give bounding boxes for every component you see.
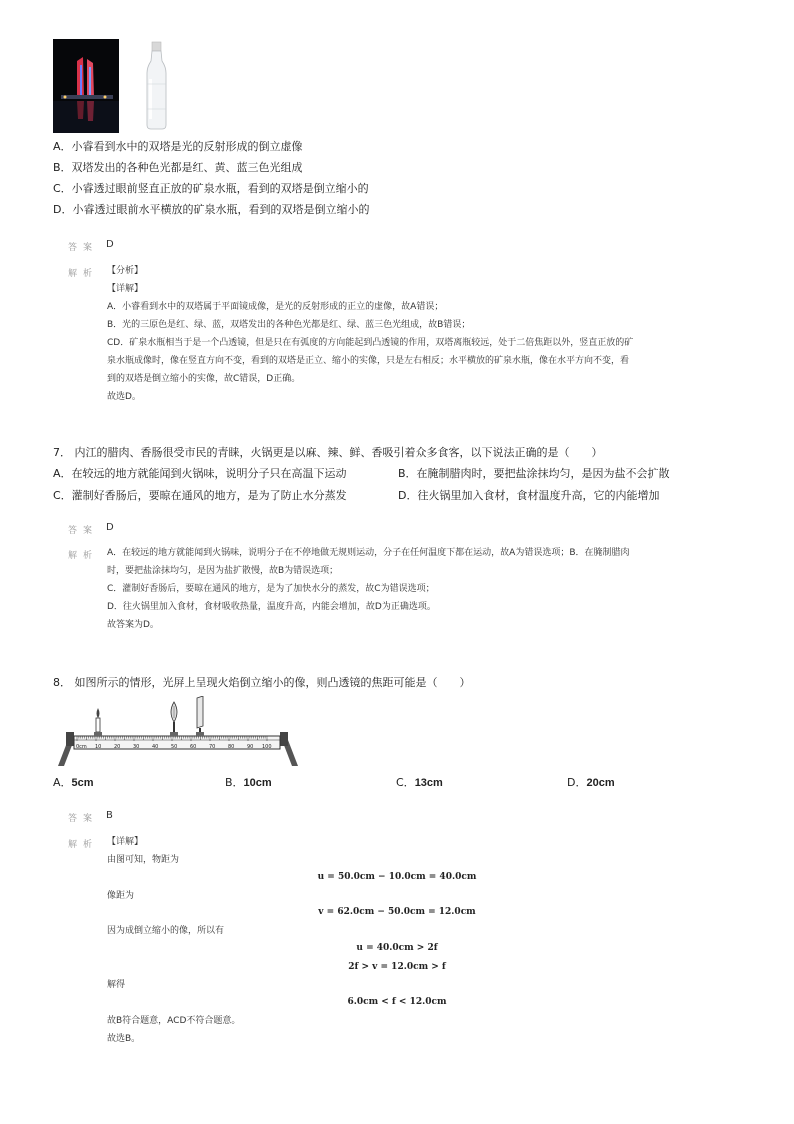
ruler-tick-label: 80: [228, 744, 235, 750]
q8-option-b: [225, 774, 272, 790]
ruler-tick-label: 90: [247, 744, 254, 750]
q8-option-value: 13cm: [414, 777, 443, 789]
q8-option-value: 10cm: [243, 777, 272, 789]
q8-option-letter: A．: [53, 776, 72, 789]
q6-explain-line: 故选D。: [107, 392, 141, 402]
q8-explain-label: 解析: [68, 840, 99, 850]
q7-explain-line: 故答案为D。: [107, 620, 159, 630]
q8-answer-label: 答案: [68, 814, 99, 824]
q8-explain-line: 故B符合题意，ACD不符合题意。: [107, 1016, 241, 1026]
q6-explain-line: B．光的三原色是红、绿、蓝，双塔发出的各种色光都是红、绿、蓝三色光组成，故B错误；: [107, 320, 471, 330]
q8-explain-line: 故选B。: [107, 1034, 141, 1044]
q8-option-letter: C．: [396, 776, 415, 789]
q8-question: 8． 如图所示的情形，光屏上呈现火焰倒立缩小的像，则凸透镜的焦距可能是（ ）: [53, 676, 471, 689]
q8-option-letter: B．: [225, 776, 244, 789]
ruler-tick-label: 10: [95, 744, 102, 750]
ruler-tick-label: 20: [114, 744, 121, 750]
q7-option-d: D．往火锅里加入食材，食材温度升高，它的内能增加: [398, 489, 660, 502]
ruler-tick-label: 0cm: [76, 744, 87, 750]
q7-explain-line: D．往火锅里加入食材，食材吸收热量，温度升高，内能会增加，故D为正确选项。: [107, 602, 436, 612]
q8-explain-line: 像距为: [107, 891, 135, 901]
q8-option-value: 5cm: [71, 777, 94, 789]
q8-option-a: [53, 774, 94, 790]
q8-option-c: [396, 774, 443, 790]
q8-option-letter: D．: [567, 776, 587, 789]
twin-tower-night-photo: [53, 39, 119, 133]
q8-explain-line: 因为成倒立缩小的像，所以有: [107, 926, 225, 936]
ruler-tick-label: 60: [190, 744, 197, 750]
light-screen-icon: [196, 696, 204, 736]
q8-equation: u = 50.0cm − 10.0cm = 40.0cm: [317, 872, 477, 882]
q8-option-value: 20cm: [586, 777, 615, 789]
q7-answer: D: [106, 522, 114, 533]
q6-option-b: B．双塔发出的各种色光都是红、黄、蓝三色光组成: [53, 161, 303, 174]
q7-answer-label: 答案: [68, 526, 99, 536]
q6-explain-label: 解析: [68, 269, 99, 279]
q8-equation: u = 40.0cm > 2f: [356, 943, 438, 953]
q8-equation: 6.0cm < f < 12.0cm: [347, 997, 447, 1007]
q6-option-c: C．小睿透过眼前竖直正放的矿泉水瓶，看到的双塔是倒立缩小的: [53, 182, 369, 195]
mineral-water-bottle-photo: [138, 39, 175, 133]
q8-option-d: [567, 774, 615, 790]
q6-explain-line: 到的双塔是倒立缩小的实像，故C错误，D正确。: [107, 374, 301, 384]
q7-option-c: C．灌制好香肠后，要晾在通风的地方，是为了防止水分蒸发: [53, 489, 347, 502]
q6-explain-line: 【详解】: [107, 284, 144, 294]
q6-explain-line: CD．矿泉水瓶相当于是一个凸透镜，但是只在有弧度的方向能起到凸透镜的作用，双塔离瓶较远，处于二倍焦距以外，竖直正放的矿: [107, 338, 634, 348]
convex-lens-icon: [170, 702, 178, 736]
q6-explain-line: 泉水瓶成像时，像在竖直方向不变，看到的双塔是正立、缩小的实像，只是左右相反；水平横放的矿泉水瓶，像在水平方向不变，看: [107, 356, 630, 366]
q6-explain-line: 【分析】: [107, 266, 144, 276]
q8-equation: 2f > v = 12.0cm > f: [348, 962, 446, 972]
q6-explain-line: A．小睿看到水中的双塔属于平面镜成像，是光的反射形成的正立的虚像，故A错误；: [107, 302, 444, 312]
candle-icon: [94, 708, 102, 736]
q7-explain-line: 时，要把盐涂抹均匀，是因为盐扩散慢，故B为错误选项；: [107, 566, 339, 576]
q8-explain-line: 解得: [107, 980, 126, 990]
ruler-tick-label: 70: [209, 744, 216, 750]
q7-explain-line: A．在较远的地方就能闻到火锅味，说明分子在不停地做无规则运动，分子在任何温度下都在运动，故A为错误选项；B．在腌制腊肉: [107, 548, 630, 558]
q6-option-d: D．小睿透过眼前水平横放的矿泉水瓶，看到的双塔是倒立缩小的: [53, 203, 370, 216]
q7-option-b: B．在腌制腊肉时，要把盐涂抹均匀，是因为盐不会扩散: [398, 467, 670, 480]
optical-bench-diagram: [58, 696, 298, 768]
q6-answer-label: 答案: [68, 243, 99, 253]
q7-question: 7． 内江的腊肉、香肠很受市民的青睐，火锅更是以麻、辣、鲜、香吸引着众多食客，以下说法正确的是（ ）: [53, 446, 603, 459]
q6-answer: D: [106, 239, 114, 250]
q7-explain-label: 解析: [68, 551, 99, 561]
q8-answer: B: [106, 810, 113, 821]
q8-detail-heading: 【详解】: [107, 837, 144, 847]
ruler-tick-label: 30: [133, 744, 140, 750]
q8-explain-line: 由图可知，物距为: [107, 855, 180, 865]
q8-equation: v = 62.0cm − 50.0cm = 12.0cm: [318, 907, 476, 917]
q7-explain-line: C．灌制好香肠后，要晾在通风的地方，是为了加快水分的蒸发，故C为错误选项；: [107, 584, 435, 594]
ruler-tick-label: 50: [171, 744, 178, 750]
ruler-tick-label: 40: [152, 744, 159, 750]
q6-option-a: A．小睿看到水中的双塔是光的反射形成的倒立虚像: [53, 140, 303, 153]
ruler-tick-label: 100: [262, 744, 272, 750]
q7-option-a: A．在较远的地方就能闻到火锅味，说明分子只在高温下运动: [53, 467, 347, 480]
